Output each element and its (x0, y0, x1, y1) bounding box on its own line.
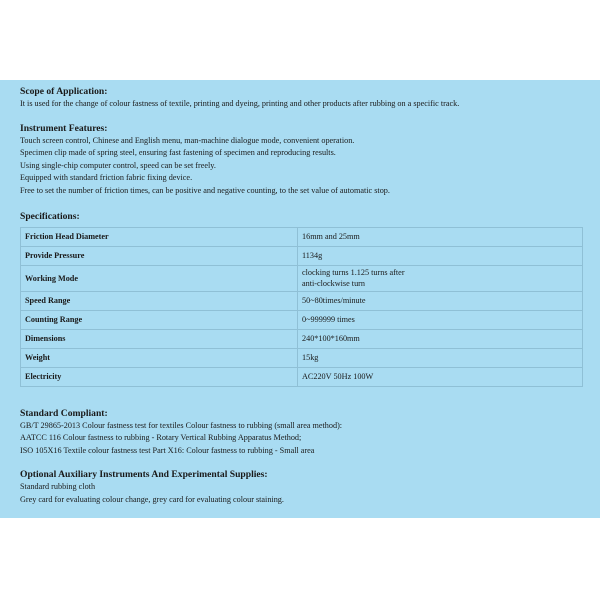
spec-value: 50~80times/minute (298, 291, 583, 310)
feature-line: Using single-chip computer control, speed can be set freely. (20, 160, 216, 170)
specs-heading: Specifications: (20, 210, 80, 222)
specs-table (20, 227, 583, 387)
standard-heading: Standard Compliant: (20, 407, 108, 419)
standard-line: ISO 105X16 Textile colour fastness test Part X16: Colour fastness to rubbing - Small area (20, 445, 315, 455)
table-row (21, 227, 583, 246)
table-row (21, 348, 583, 367)
scope-heading: Scope of Application: (20, 86, 108, 97)
spec-value: 16mm and 25mm (298, 227, 583, 246)
product-spec-panel (0, 80, 600, 518)
table-row (21, 367, 583, 386)
scope-section (20, 86, 580, 111)
standard-line: AATCC 116 Colour fastness to rubbing - Rotary Vertical Rubbing Apparatus Method; (20, 433, 302, 443)
spec-key: Speed Range (21, 291, 298, 310)
spec-value: 0~999999 times (298, 310, 583, 329)
spec-key: Provide Pressure (21, 246, 298, 265)
spec-value-line: clocking turns 1.125 turns after (302, 267, 405, 277)
feature-line: Equipped with standard friction fabric fixing device. (20, 173, 193, 183)
features-section (20, 123, 580, 198)
standard-line: GB/T 29865-2013 Colour fastness test for textiles Colour fastness to rubbing (small area method): (20, 420, 343, 430)
spec-value: 240*100*160mm (298, 329, 583, 348)
table-row (21, 310, 583, 329)
spec-value: AC220V 50Hz 100W (298, 367, 583, 386)
optional-section (20, 469, 580, 506)
specs-section (20, 211, 580, 387)
table-row (21, 265, 583, 291)
spec-value: 1134g (298, 246, 583, 265)
spec-key: Working Mode (21, 265, 298, 291)
table-row (21, 246, 583, 265)
optional-line: Grey card for evaluating colour change, grey card for evaluating colour staining. (20, 494, 284, 504)
spec-key: Electricity (21, 367, 298, 386)
optional-heading: Optional Auxiliary Instruments And Experimental Supplies: (20, 469, 268, 481)
feature-line: Specimen clip made of spring steel, ensuring fast fastening of specimen and reproducing results. (20, 148, 336, 158)
table-row (21, 291, 583, 310)
spec-key: Counting Range (21, 310, 298, 329)
spec-value: 15kg (298, 348, 583, 367)
standard-section (20, 408, 580, 458)
spec-value-line: anti-clockwise turn (302, 279, 365, 289)
feature-line: Free to set the number of friction times, can be positive and negative counting, to the set value of automatic stop. (20, 185, 390, 195)
spec-key: Weight (21, 348, 298, 367)
features-heading: Instrument Features: (20, 122, 108, 134)
table-row (21, 329, 583, 348)
feature-line: Touch screen control, Chinese and English menu, man-machine dialogue mode, convenient operation. (20, 135, 355, 145)
spec-key: Dimensions (21, 329, 298, 348)
spec-key: Friction Head Diameter (21, 227, 298, 246)
spec-value (298, 265, 583, 291)
optional-line: Standard rubbing cloth (20, 482, 96, 492)
scope-text: It is used for the change of colour fastness of textile, printing and dyeing, printing and other products after rubbing on a specific track. (20, 99, 460, 108)
